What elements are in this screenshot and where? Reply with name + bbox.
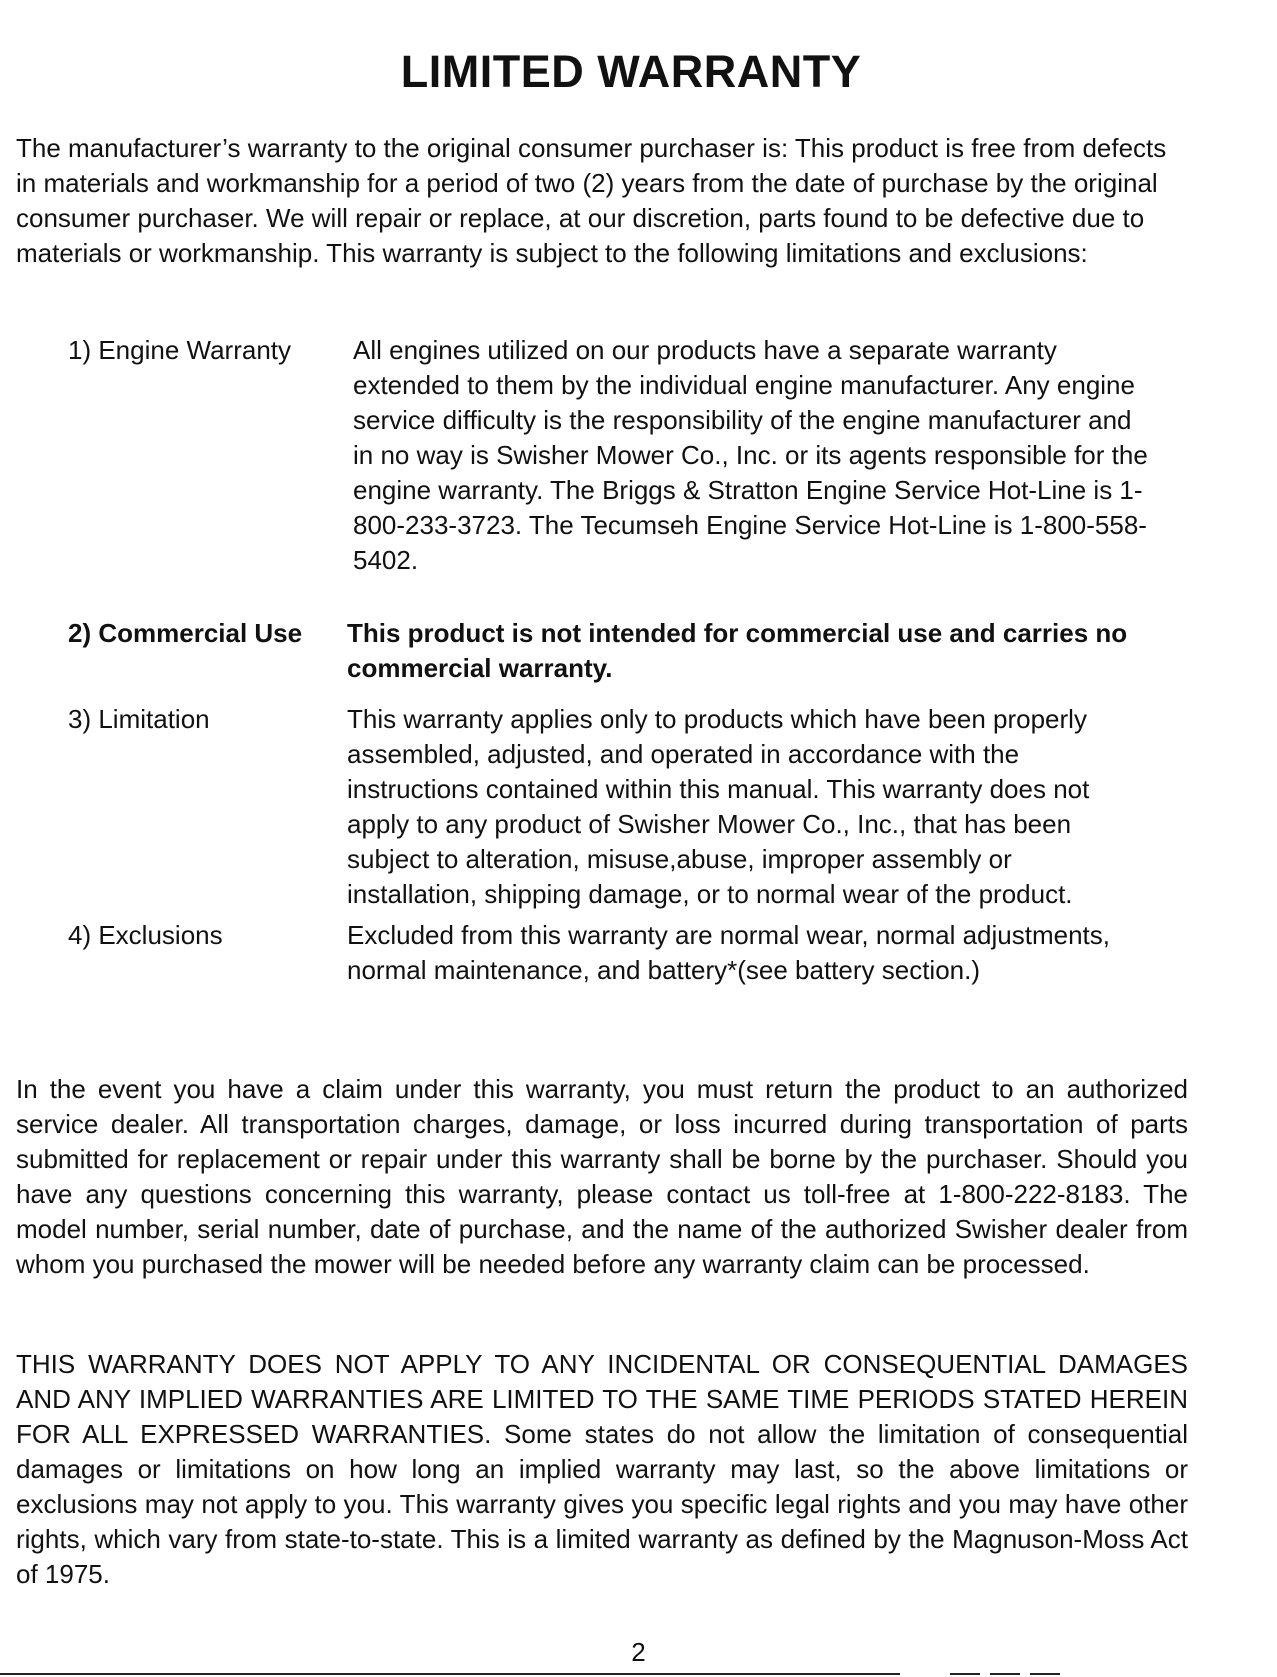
item-text: This warranty applies only to products which have been properly assembled, adjusted, and operated in accordance with the instructions contained within this manual. This warranty does not apply to any product of Swisher Mower Co., Inc., that has been subject to alteration, misuse,abuse, improper assembly or installation, shipping damage, or to normal wear of the product. bbox=[347, 704, 1090, 909]
item-commercial-use bbox=[16, 616, 1216, 686]
item-text: Excluded from this warranty are normal wear, normal adjustments, normal maintenance, and battery*(see battery section.) bbox=[347, 920, 1110, 985]
page-title: LIMITED WARRANTY bbox=[400, 46, 862, 97]
page-number: 2 bbox=[631, 1637, 646, 1667]
footer-dash bbox=[950, 1673, 980, 1675]
item-text: All engines utilized on our products have a separate warranty extended to them by the individual engine manufacturer. Any engine service difficulty is the responsibility of the engine manufacturer and in no way is Swisher Mower Co., Inc. or its agents responsible for the engine warranty. The Briggs & Stratton Engine Service Hot-Line is 1-800-233-3723. The Tecumseh Engine Service Hot-Line is 1-800-558-5402. bbox=[353, 335, 1148, 575]
item-label: 3) Limitation bbox=[68, 704, 210, 734]
item-label: 4) Exclusions bbox=[68, 920, 223, 950]
footer-rule bbox=[0, 1673, 900, 1675]
footer-dash bbox=[1030, 1673, 1060, 1675]
item-text: This product is not intended for commercial use and carries no commercial warranty. bbox=[347, 618, 1128, 683]
claims-paragraph: In the event you have a claim under this warranty, you must return the product to an authorized service dealer. All transportation charges, damage, or loss incurred during transportation of parts submitted for replacement or repair under this warranty shall be borne by the purchaser. Should you have any questions concerning this warranty, please contact us toll-free at 1-800-222-8183. The model number, serial number, date of purchase, and the name of the authorized Swisher dealer from whom you purchased the mower will be needed before any warranty claim can be processed. bbox=[16, 1074, 1188, 1279]
footer-dash bbox=[990, 1673, 1020, 1675]
warranty-items-list bbox=[16, 333, 1216, 988]
item-label: 2) Commercial Use bbox=[68, 618, 303, 648]
intro-paragraph: The manufacturer’s warranty to the original consumer purchaser is: This product is free from defects in materials and workmanship for a period of two (2) years from the date of purchase by the original consumer purchaser. We will repair or replace, at our discretion, parts found to be defective due to materials or workmanship. This warranty is subject to the following limitations and exclusions: bbox=[16, 133, 1167, 268]
item-limitation bbox=[16, 702, 1216, 912]
item-engine-warranty bbox=[16, 333, 1216, 578]
disclaimer-paragraph: THIS WARRANTY DOES NOT APPLY TO ANY INCIDENTAL OR CONSEQUENTIAL DAMAGES AND ANY IMPLIED WARRANTIES ARE LIMITED TO THE SAME TIME PERIODS STATED HEREIN FOR ALL EXPRESSED WARRANTIES. Some states do not allow the limitation of consequential damages or limitations on how long an implied warranty may last, so the above limitations or exclusions may not apply to you. This warranty gives you specific legal rights and you may have other rights, which vary from state-to-state. This is a limited warranty as defined by the Magnuson-Moss Act of 1975. bbox=[16, 1349, 1188, 1589]
item-label: 1) Engine Warranty bbox=[68, 335, 292, 365]
item-exclusions bbox=[16, 918, 1216, 988]
